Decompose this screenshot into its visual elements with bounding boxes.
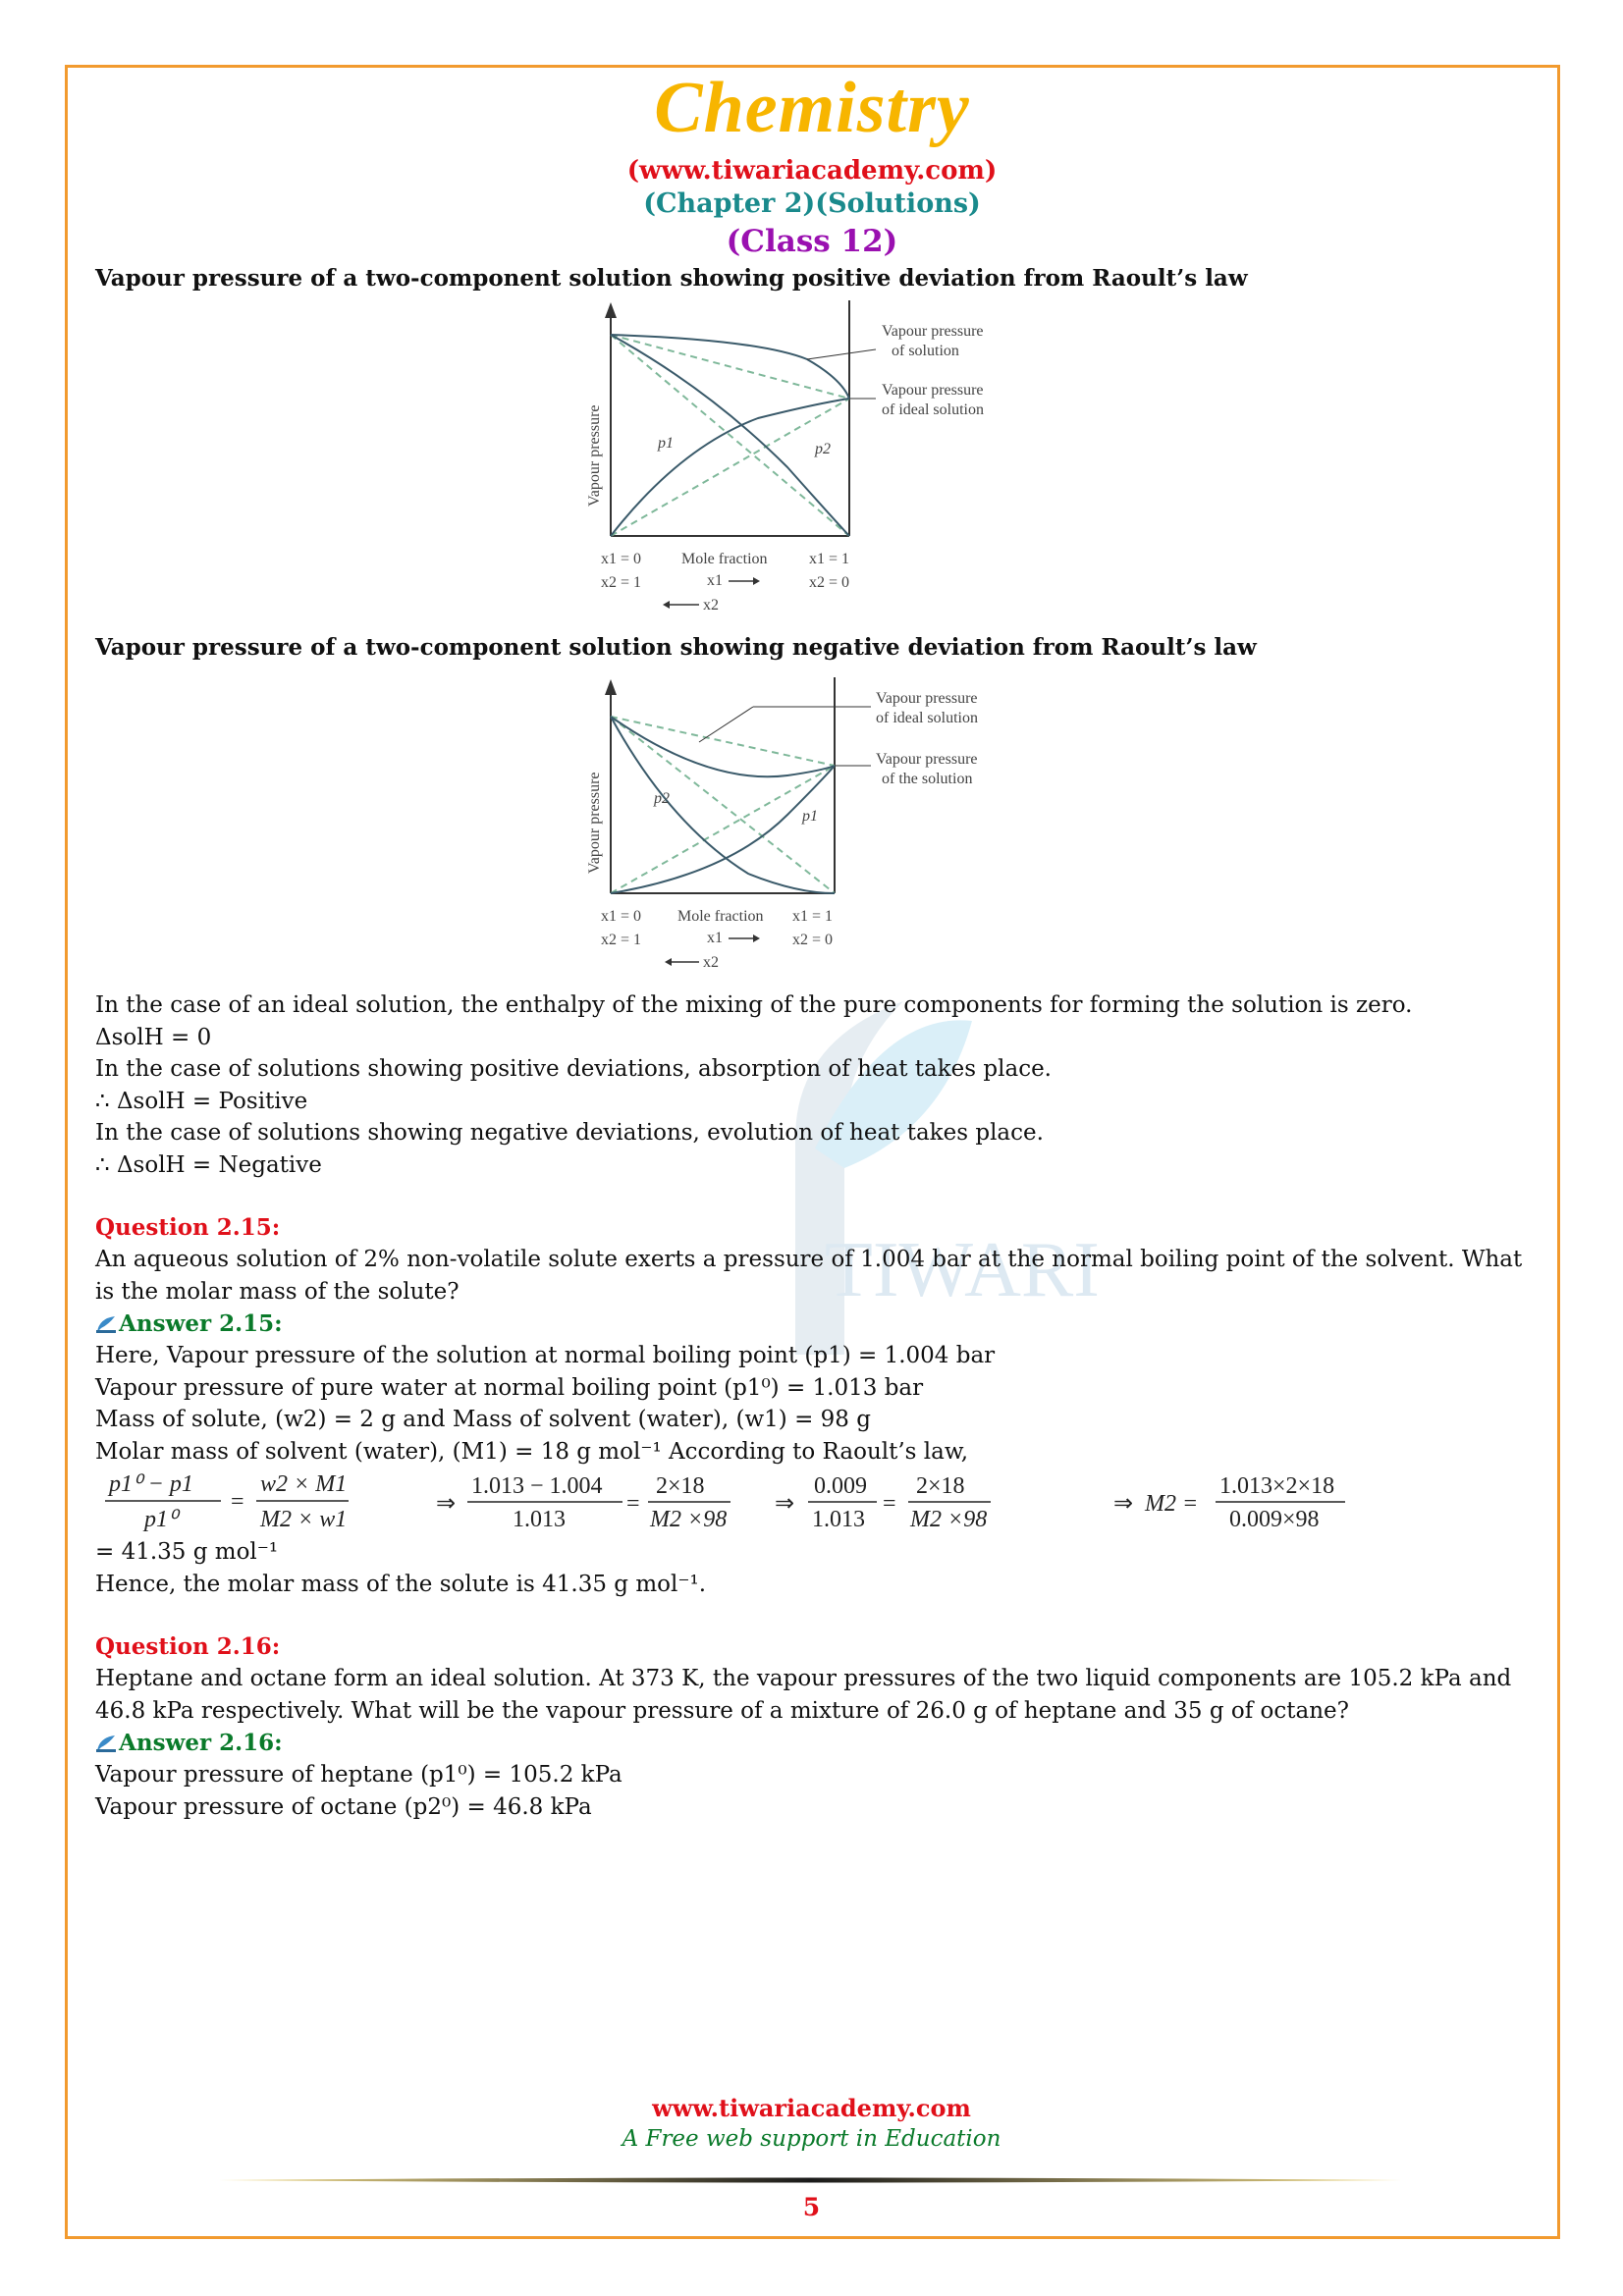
eq3-num-left: 0.009 bbox=[814, 1473, 868, 1499]
label-mole-fraction: Mole fraction bbox=[677, 908, 764, 925]
label-mole-fraction: Mole fraction bbox=[681, 551, 768, 567]
label-x1-1: x1 = 1 bbox=[809, 551, 850, 567]
label-x2-arrow: x2 bbox=[703, 954, 719, 971]
label-x2-0: x2 = 0 bbox=[792, 932, 834, 948]
label-x1-0: x1 = 0 bbox=[601, 908, 642, 925]
eq2-num-left: 1.013 − 1.004 bbox=[471, 1473, 603, 1499]
label-p2: p2 bbox=[815, 441, 831, 457]
eq2-num-right: 2×18 bbox=[656, 1473, 705, 1499]
header-chapter: (Chapter 2)(Solutions) bbox=[643, 188, 981, 219]
eq4-num: 1.013×2×18 bbox=[1219, 1473, 1335, 1499]
leader-ideal bbox=[699, 707, 753, 742]
text-line: ΔsolH = 0 bbox=[95, 1024, 212, 1050]
watermark-text: TIWARI bbox=[825, 1227, 1100, 1313]
label-p2: p2 bbox=[654, 790, 670, 807]
label-x2-0: x2 = 0 bbox=[809, 574, 850, 591]
svg-text:=: = bbox=[883, 1491, 896, 1517]
page-content bbox=[95, 65, 1529, 1823]
label-vp-solution-2: of solution bbox=[892, 343, 959, 359]
eq3-den-left: 1.013 bbox=[812, 1507, 866, 1532]
label-x2-1: x2 = 1 bbox=[601, 574, 642, 591]
eq2-den-right: M2 ×98 bbox=[650, 1507, 728, 1532]
footer-site-link[interactable]: www.tiwariacademy.com bbox=[652, 2094, 971, 2122]
eq1-den-left: p1⁰ bbox=[144, 1507, 178, 1532]
svg-text:=: = bbox=[626, 1491, 640, 1517]
page-number: 5 bbox=[802, 2193, 821, 2221]
equation-step-3 bbox=[1111, 1471, 1445, 1532]
equation-raoult bbox=[95, 1468, 429, 1532]
page-title: Chemistry bbox=[654, 68, 970, 148]
figure2-heading: Vapour pressure of a two-component solution showing negative deviation from Raoult’s law bbox=[95, 634, 1257, 661]
answer-line: Vapour pressure of pure water at normal boiling point (p1⁰) = 1.013 bar bbox=[95, 1374, 924, 1401]
enthalpy-section bbox=[95, 989, 1529, 1181]
text-line: ∴ ΔsolH = Positive bbox=[95, 1088, 308, 1114]
ideal-p1-line bbox=[611, 717, 835, 893]
text-line: In the case of solutions showing positive deviations, absorption of heat takes place. bbox=[95, 1056, 1052, 1082]
question-2-16-text: Heptane and octane form an ideal solution. At 373 K, the vapour pressures of the two liquid components are 105.2 kPa and 46.8 kPa respectively. What will be the vapour pressure of a mixture of 26.0 g of heptane and 35 g of octane? bbox=[95, 1666, 1512, 1724]
label-vp-solution-1: Vapour pressure bbox=[882, 323, 984, 340]
label-x1-1: x1 = 1 bbox=[792, 908, 834, 925]
answer-icon bbox=[95, 1734, 117, 1753]
question-2-15-text: An aqueous solution of 2% non-volatile solute exerts a pressure of 1.004 bar at the normal boiling point of the solvent. What is the molar mass of the solute? bbox=[95, 1247, 1523, 1305]
label-x1-0: x1 = 0 bbox=[601, 551, 642, 567]
label-vp-ideal-2: of ideal solution bbox=[882, 401, 984, 418]
label-vp-ideal-1: Vapour pressure bbox=[876, 690, 978, 707]
equation-step-1 bbox=[434, 1471, 768, 1532]
label-p1: p1 bbox=[658, 435, 674, 452]
figure1-heading: Vapour pressure of a two-component solution showing positive deviation from Raoult’s law bbox=[95, 265, 1248, 292]
solution-curve bbox=[611, 717, 835, 776]
answer-conclusion: Hence, the molar mass of the solute is 41.35 g mol⁻¹. bbox=[95, 1571, 707, 1597]
answer-result: = 41.35 g mol⁻¹ bbox=[95, 1539, 279, 1565]
svg-text:=: = bbox=[231, 1489, 244, 1515]
answer-line: Vapour pressure of octane (p2⁰) = 46.8 kPa bbox=[95, 1793, 592, 1820]
answer-line: Here, Vapour pressure of the solution at normal boiling point (p1) = 1.004 bar bbox=[95, 1343, 996, 1368]
answer-line: Molar mass of solvent (water), (M1) = 18 g mol⁻¹ According to Raoult’s law, bbox=[95, 1438, 969, 1465]
eq1-num-left: p1⁰ − p1 bbox=[109, 1471, 193, 1497]
eq3-num-right: 2×18 bbox=[916, 1473, 965, 1499]
answer-label-text: Answer 2.16: bbox=[119, 1730, 283, 1756]
eq4-den: 0.009×98 bbox=[1229, 1507, 1320, 1532]
y-axis-arrow bbox=[605, 302, 617, 318]
y-axis-label: Vapour pressure bbox=[586, 404, 603, 507]
answer-icon bbox=[95, 1314, 117, 1334]
answer-line: Vapour pressure of heptane (p1⁰) = 105.2 kPa bbox=[95, 1762, 622, 1788]
label-vp-ideal-1: Vapour pressure bbox=[882, 382, 984, 399]
question-2-16-label: Question 2.16: bbox=[95, 1633, 281, 1660]
answer-label-text: Answer 2.15: bbox=[119, 1310, 283, 1337]
label-x2-1: x2 = 1 bbox=[601, 932, 642, 948]
ideal-total-line bbox=[611, 717, 835, 766]
label-vp-solution-1: Vapour pressure bbox=[876, 751, 978, 768]
equation-step-2 bbox=[773, 1471, 1107, 1532]
eq4-lhs: M2 = bbox=[1145, 1491, 1199, 1517]
eq1-num-right: w2 × M1 bbox=[260, 1471, 348, 1497]
footer-tagline: A Free web support in Education bbox=[622, 2126, 1001, 2152]
eq1-den-right: M2 × w1 bbox=[260, 1507, 348, 1532]
question-2-15-label: Question 2.15: bbox=[95, 1214, 281, 1241]
ideal-p1-line bbox=[611, 335, 849, 536]
label-p1: p1 bbox=[802, 808, 818, 825]
figure-negative-deviation bbox=[586, 677, 1121, 972]
footer-divider bbox=[218, 2177, 1402, 2183]
answer-2-16-label bbox=[95, 1727, 1529, 1759]
svg-text:⇒: ⇒ bbox=[436, 1491, 457, 1517]
y-axis-arrow bbox=[605, 679, 617, 695]
answer-2-15-label bbox=[95, 1308, 1529, 1340]
answer-line: Mass of solute, (w2) = 2 g and Mass of solvent (water), (w1) = 98 g bbox=[95, 1407, 871, 1432]
eq2-den-left: 1.013 bbox=[513, 1507, 567, 1532]
label-vp-solution-2: of the solution bbox=[882, 771, 973, 787]
leader-solution bbox=[807, 349, 876, 359]
figure-positive-deviation bbox=[586, 300, 1121, 614]
svg-text:⇒: ⇒ bbox=[775, 1491, 795, 1517]
header-site: (www.tiwariacademy.com) bbox=[626, 156, 998, 186]
ideal-p2-line bbox=[611, 399, 849, 536]
text-line: In the case of solutions showing negative deviations, evolution of heat takes place. bbox=[95, 1120, 1044, 1146]
ideal-p2-line bbox=[611, 766, 835, 893]
y-axis-label: Vapour pressure bbox=[586, 772, 603, 874]
label-vp-ideal-2: of ideal solution bbox=[876, 710, 978, 726]
ideal-total-line bbox=[611, 335, 849, 399]
text-line: ∴ ΔsolH = Negative bbox=[95, 1151, 322, 1178]
svg-text:⇒: ⇒ bbox=[1113, 1491, 1134, 1517]
eq3-den-right: M2 ×98 bbox=[910, 1507, 988, 1532]
header-class: (Class 12) bbox=[726, 224, 898, 259]
text-line: In the case of an ideal solution, the enthalpy of the mixing of the pure components for forming the solution is zero. bbox=[95, 992, 1413, 1018]
label-x1-arrow: x1 bbox=[707, 930, 723, 946]
label-x1-arrow: x1 bbox=[707, 572, 723, 589]
label-x2-arrow: x2 bbox=[703, 597, 719, 614]
